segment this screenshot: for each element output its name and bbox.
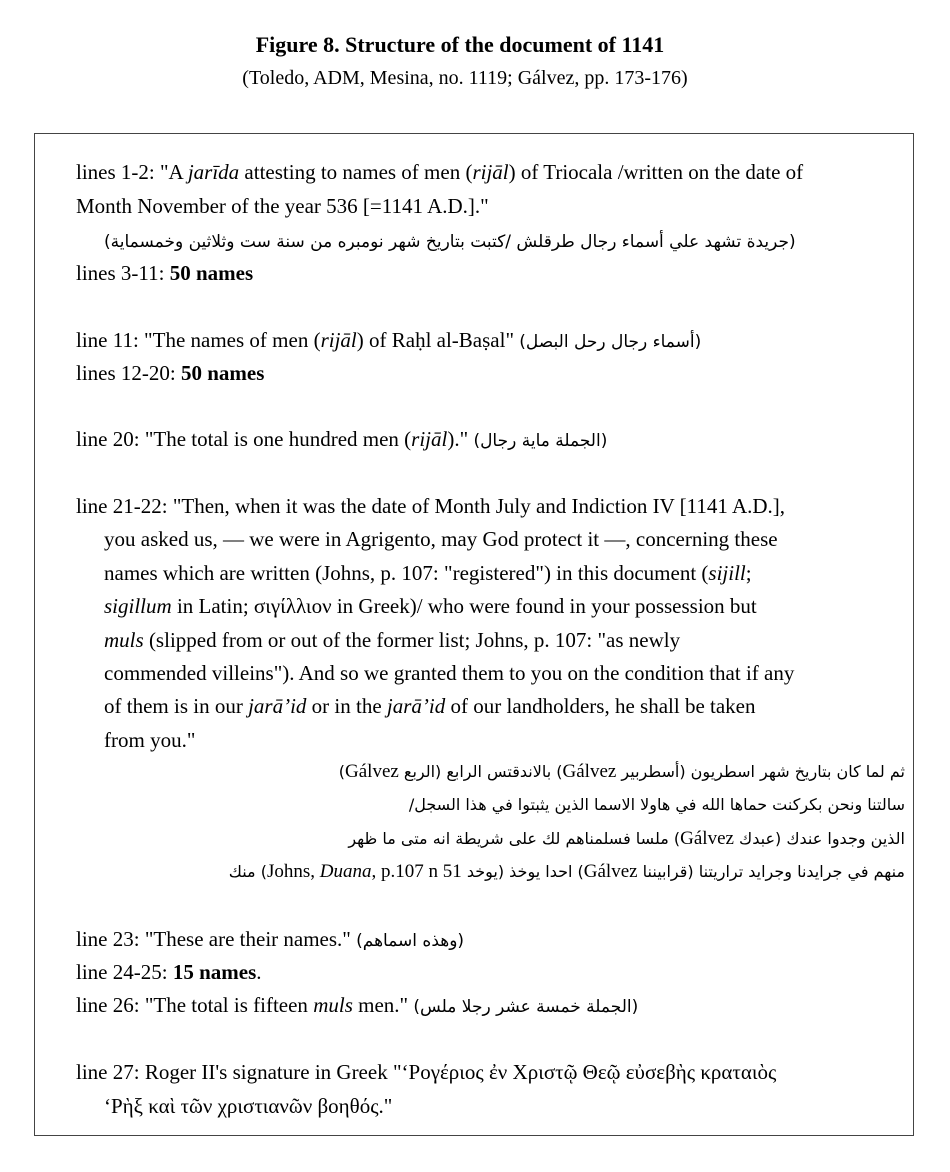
entry-label: lines 3-11:: [76, 261, 170, 285]
italic-term: jarā’id: [386, 694, 446, 718]
arabic-text: الذين وجدوا عندك (عبدك: [733, 829, 905, 848]
entry-line-27: line 27: Roger II's signature in Greek "‘Ρογέριος ἐν Χριστῷ Θεῷ εὐσεβὴς κραταιὸς: [76, 1060, 777, 1084]
entry-line-23: [76, 926, 464, 954]
entry-line-21-22-cont: [104, 627, 680, 653]
entry-line-21-22-cont: [104, 693, 756, 719]
arabic-text: (الجملة ماية رجال): [473, 431, 608, 451]
entry-line-24-25: [76, 959, 262, 985]
citation-johns: [267, 861, 462, 882]
entry-text: ).": [447, 427, 474, 451]
entry-lines-1-2-arabic: [104, 227, 796, 255]
entry-text: line 23: "These are their names.": [76, 927, 357, 951]
arabic-text: (جريدة تشهد علي أسماء رجال طرقلش /كتبت بتاريخ شهر نومبره من سنة ست وثلاثين وخمسماية): [104, 232, 796, 252]
entry-label: lines 1-2: "A: [76, 160, 188, 184]
italic-term: jarīda: [187, 160, 240, 184]
arabic-text: (أسماء رجال رحل البصل): [519, 332, 702, 352]
arabic-text: ) ملسا فسلمناهم لك على شريطة انه متى ما ظهر: [348, 829, 681, 848]
entry-text: ;: [745, 561, 752, 585]
italic-term: muls: [104, 628, 144, 652]
figure-title: Figure 8. Structure of the document of 1141: [255, 32, 665, 57]
italic-term: sijill: [708, 561, 746, 585]
entry-label: line 26: "The total is fifteen: [76, 993, 314, 1017]
arabic-text: ) منك: [228, 862, 267, 881]
entry-line-21-22-cont: from you.": [104, 728, 196, 752]
entry-text: (slipped from or out of the former list; Johns, p. 107: "as newly: [143, 628, 681, 652]
name-count: 50 names: [169, 261, 254, 285]
arabic-line-1: [339, 759, 905, 785]
arabic-text: سالتنا ونحن بكركنت حماها الله في هاولا الاسما الذين يثبتوا في هذا السجل/: [408, 795, 905, 814]
arabic-line-3: [348, 826, 905, 852]
entry-label: lines 12-20:: [76, 361, 181, 385]
entry-text: names which are written (Johns, p. 107: "registered") in this document (: [104, 561, 709, 585]
arabic-text: (الجملة خمسة عشر رجلا ملس): [413, 997, 639, 1017]
entry-label: line 20: "The total is one hundred men (: [76, 427, 412, 451]
arabic-text: ): [338, 762, 346, 781]
entry-line-26: [76, 992, 638, 1020]
entry-label: line 24-25:: [76, 960, 173, 984]
entry-line-21-22-cont: [104, 560, 752, 586]
italic-term: rijāl: [411, 427, 448, 451]
arabic-text: ثم لما كان بتاريخ شهر اسطريون (أسطربير: [616, 762, 905, 781]
entry-text: men.": [352, 993, 414, 1017]
citation-galvez: Gálvez: [680, 828, 734, 849]
italic-term: rijāl: [320, 328, 357, 352]
arabic-line-4: [229, 859, 905, 885]
citation-text: Johns,: [266, 861, 320, 882]
arabic-line-2: [409, 792, 905, 818]
italic-term: jarā’id: [248, 694, 307, 718]
italic-term: sigillum: [104, 594, 172, 618]
entry-line-27-cont: ‘Ρὴξ καὶ τῶν χριστιανῶν βοηθός.": [104, 1094, 393, 1118]
italic-term: Duana: [319, 861, 372, 882]
entry-text: ) of Triocala /written on the date of: [508, 160, 804, 184]
citation-galvez: Gálvez: [583, 861, 638, 882]
entry-lines-3-11: [76, 260, 253, 286]
entry-text: .: [256, 960, 262, 984]
entry-lines-12-20: [76, 360, 264, 386]
entry-label: line 11: "The names of men (: [76, 328, 321, 352]
arabic-text: (وهذه اسماهم): [356, 931, 465, 951]
entry-line-20: [76, 426, 607, 454]
entry-line-11: [76, 327, 701, 355]
citation-galvez: Gálvez: [345, 761, 399, 782]
name-count: 15 names: [172, 960, 257, 984]
entry-text: attesting to names of men (: [239, 160, 473, 184]
citation-galvez: Gálvez: [562, 761, 617, 782]
entry-lines-1-2: [76, 159, 803, 185]
arabic-text: منهم في جرايدنا وجرايد تراريتنا (قرابيننا: [637, 862, 905, 881]
italic-term: muls: [313, 993, 353, 1017]
arabic-text: ) بالاندقتس الرابع (الربع: [398, 762, 563, 781]
citation-text: , p.107 n 51: [371, 861, 462, 882]
entry-lines-1-2-cont: Month November of the year 536 [=1141 A.D.].": [76, 194, 489, 218]
italic-term: rijāl: [472, 160, 509, 184]
entry-text: ) of Raḥl al-Baṣal": [356, 328, 520, 352]
arabic-text: ) احدا يوخذ (يوخد: [461, 862, 584, 881]
entry-text: or in the: [306, 694, 387, 718]
entry-line-21-22-cont: you asked us, — we were in Agrigento, may God protect it —, concerning these: [104, 527, 778, 551]
entry-line-21-22-cont: commended villeins"). And so we granted them to you on the condition that if any: [104, 661, 795, 685]
name-count: 50 names: [181, 361, 265, 385]
figure-subtitle: (Toledo, ADM, Mesina, no. 1119; Gálvez, pp. 173-176): [242, 67, 688, 89]
entry-text: of them is in our: [104, 694, 249, 718]
entry-line-21-22-cont: [104, 593, 757, 619]
entry-text: of our landholders, he shall be taken: [445, 694, 756, 718]
entry-line-21-22: line 21-22: "Then, when it was the date of Month July and Indiction IV [1141 A.D.],: [76, 494, 786, 518]
entry-text: in Latin; σιγίλλιον in Greek)/ who were found in your possession but: [171, 594, 757, 618]
